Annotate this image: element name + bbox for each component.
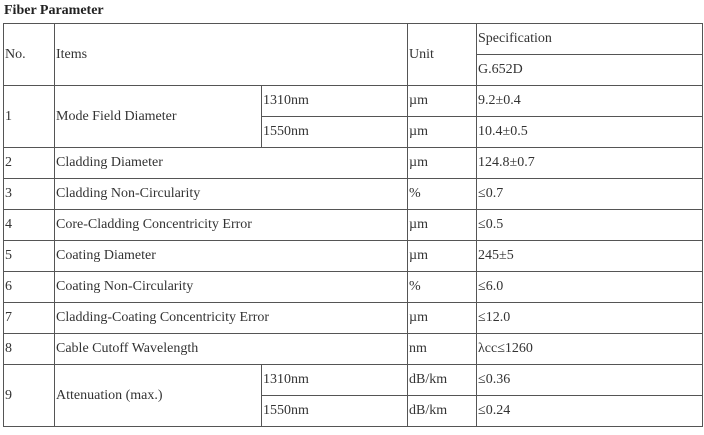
- row-item: Coating Diameter: [55, 241, 408, 272]
- row-item: Cladding Diameter: [55, 148, 408, 179]
- header-no: No.: [4, 24, 55, 86]
- row-value: ≤12.0: [477, 303, 703, 334]
- row-value: 10.4±0.5: [477, 117, 703, 148]
- row-unit: µm: [408, 210, 477, 241]
- fiber-parameter-table: [3, 23, 703, 427]
- row-no: 2: [4, 148, 55, 179]
- row-no: 3: [4, 179, 55, 210]
- row-item: Coating Non-Circularity: [55, 272, 408, 303]
- table-row: [4, 334, 703, 365]
- table-row: [4, 241, 703, 272]
- header-unit: Unit: [408, 24, 477, 86]
- table-row: [4, 179, 703, 210]
- table-row: [4, 272, 703, 303]
- table-row: [4, 365, 703, 396]
- header-specification: Specification: [477, 24, 703, 55]
- table-row: [4, 210, 703, 241]
- row-item: Attenuation (max.): [55, 365, 262, 427]
- row-item: Cladding-Coating Concentricity Error: [55, 303, 408, 334]
- table-header-row: [4, 24, 703, 55]
- row-wavelength: 1550nm: [262, 117, 408, 148]
- row-unit: µm: [408, 241, 477, 272]
- row-wavelength: 1550nm: [262, 396, 408, 427]
- table-row: [4, 148, 703, 179]
- row-unit: %: [408, 179, 477, 210]
- row-value: ≤6.0: [477, 272, 703, 303]
- header-items: Items: [55, 24, 408, 86]
- row-unit: µm: [408, 148, 477, 179]
- row-value: ≤0.36: [477, 365, 703, 396]
- page-title: Fiber Parameter: [4, 3, 104, 18]
- row-wavelength: 1310nm: [262, 86, 408, 117]
- row-value: ≤0.7: [477, 179, 703, 210]
- row-item: Core-Cladding Concentricity Error: [55, 210, 408, 241]
- row-no: 7: [4, 303, 55, 334]
- table-row: [4, 86, 703, 117]
- row-value: 245±5: [477, 241, 703, 272]
- row-value: ≤0.24: [477, 396, 703, 427]
- row-no: 1: [4, 86, 55, 148]
- row-item: Mode Field Diameter: [55, 86, 262, 148]
- row-unit: %: [408, 272, 477, 303]
- row-unit: nm: [408, 334, 477, 365]
- row-value: λcc≤1260: [477, 334, 703, 365]
- row-no: 4: [4, 210, 55, 241]
- row-unit: µm: [408, 117, 477, 148]
- row-unit: µm: [408, 86, 477, 117]
- row-unit: µm: [408, 303, 477, 334]
- table-row: [4, 303, 703, 334]
- row-no: 8: [4, 334, 55, 365]
- row-unit: dB/km: [408, 396, 477, 427]
- row-unit: dB/km: [408, 365, 477, 396]
- row-value: 124.8±0.7: [477, 148, 703, 179]
- row-no: 6: [4, 272, 55, 303]
- row-wavelength: 1310nm: [262, 365, 408, 396]
- row-value: 9.2±0.4: [477, 86, 703, 117]
- row-item: Cable Cutoff Wavelength: [55, 334, 408, 365]
- row-value: ≤0.5: [477, 210, 703, 241]
- row-no: 9: [4, 365, 55, 427]
- row-no: 5: [4, 241, 55, 272]
- header-fiber-type: G.652D: [477, 55, 703, 86]
- row-item: Cladding Non-Circularity: [55, 179, 408, 210]
